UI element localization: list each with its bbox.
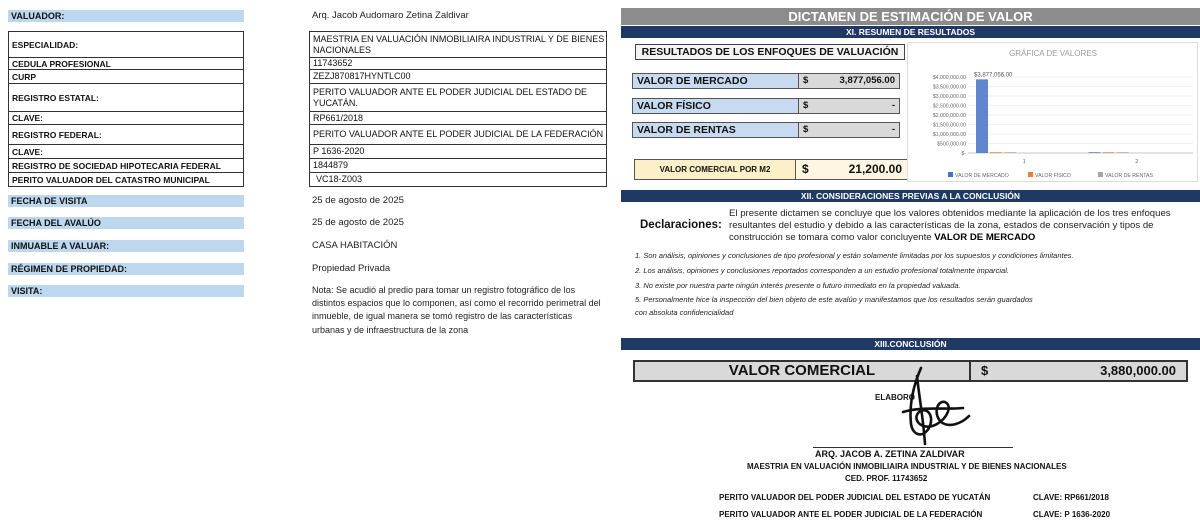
signature-image bbox=[883, 366, 973, 446]
fecha-visita-value: 25 de agosto de 2025 bbox=[312, 195, 404, 206]
valor-fisico-label: VALOR FÍSICO bbox=[637, 100, 711, 112]
signature-line bbox=[813, 447, 1013, 448]
elaboro-label: ELABORÓ bbox=[875, 393, 915, 402]
label-curp: CURP bbox=[9, 70, 243, 84]
signer-name: ARQ. JACOB A. ZETINA ZALDIVAR bbox=[815, 449, 965, 459]
valuador-label: VALUADOR: bbox=[8, 10, 244, 22]
chart-title: GRÁFICA DE VALORES bbox=[1009, 49, 1097, 58]
valuation-opinion-panel bbox=[621, 0, 1200, 531]
credentials-value-box bbox=[309, 31, 607, 187]
chart-y-tick-label: $1,000,000.00 bbox=[932, 132, 966, 138]
perito-federal: PERITO VALUADOR ANTE EL PODER JUDICIAL DE LA FEDERACIÓN bbox=[719, 510, 983, 519]
chart-gridlines bbox=[968, 77, 1193, 153]
declaraciones-bold: VALOR DE MERCADO bbox=[934, 232, 1036, 244]
section-xiii-header: XIII.CONCLUSIÓN bbox=[621, 338, 1200, 350]
list-item: 3. No existe por nuestra parte ningún interés presente o futuro inmediato en la propiedad valuada. bbox=[635, 281, 961, 290]
valor-rentas-sign: $ bbox=[803, 124, 809, 135]
valor-mercado-row bbox=[632, 73, 900, 89]
valor-fisico-amount: - bbox=[891, 100, 895, 111]
value-registro-estatal: PERITO VALUADOR ANTE EL PODER JUDICIAL DEL ESTADO DE YUCATÁN. bbox=[310, 84, 606, 112]
chart-data-label: $3,877,056.00 bbox=[974, 72, 1013, 79]
chart-legend-entry: VALOR FÍSICO bbox=[1035, 173, 1071, 179]
valor-rentas-label: VALOR DE RENTAS bbox=[637, 124, 736, 136]
chart-y-tick-label: $500,000.00 bbox=[937, 141, 966, 148]
value-shf: 1844879 bbox=[310, 159, 606, 173]
declaraciones-text bbox=[729, 208, 1199, 245]
valor-fisico-row bbox=[632, 98, 900, 114]
section-xi-header: XI. RESUMEN DE RESULTADOS bbox=[621, 26, 1200, 38]
label-clave-estatal: CLAVE: bbox=[9, 112, 243, 125]
section-xii-header: XII. CONSIDERACIONES PREVIAS A LA CONCLUSIÓN bbox=[621, 190, 1200, 202]
chart-y-ticks bbox=[933, 75, 966, 157]
chart-legend-swatch bbox=[1098, 172, 1103, 177]
chart-legend-entry: VALOR DE RENTAS bbox=[1105, 173, 1153, 179]
chart-y-tick-label: $1,500,000.00 bbox=[932, 122, 966, 129]
valor-mercado-label: VALOR DE MERCADO bbox=[637, 75, 748, 87]
credentials-label-box bbox=[8, 31, 244, 187]
chart-legend-swatch bbox=[948, 172, 953, 177]
chart-x-tick-label: 1 bbox=[1022, 159, 1026, 165]
results-title: RESULTADOS DE LOS ENFOQUES DE VALUACIÓN bbox=[635, 44, 905, 60]
list-item: con absoluta confidencialidad bbox=[635, 308, 734, 317]
value-clave-federal: P 1636-2020 bbox=[310, 145, 606, 159]
valor-rentas-amount: - bbox=[891, 124, 895, 135]
label-registro-estatal: REGISTRO ESTATAL: bbox=[9, 84, 243, 112]
visita-label: VISITA: bbox=[8, 285, 244, 297]
chart-y-tick-label: $2,000,000.00 bbox=[932, 113, 966, 119]
list-item: 2. Los análisis, opiniones y conclusiones reportados corresponden a un estudio profesional totalmente imparcial. bbox=[635, 266, 1009, 275]
declaraciones-body: El presente dictamen se concluye que los valores obtenidos mediante la aplicación de los tres enfoques resultantes del estudio y debido a las características de la zona, estados de conservación y tipos de construcción se tomara como valor concluyente bbox=[729, 208, 1171, 244]
list-item: 5. Personalmente hice la inspección del bien objeto de este avalúo y manifestamos que los resultados serán guardados bbox=[635, 295, 1033, 304]
chart-bar bbox=[1089, 152, 1101, 153]
page-title: DICTAMEN DE ESTIMACIÓN DE VALOR bbox=[621, 8, 1200, 25]
chart-y-tick-label: $4,000,000.00 bbox=[932, 75, 966, 81]
value-especialidad: MAESTRIA EN VALUACIÓN INMOBILIAIRA INDUSTRIAL Y DE BIENES NACIONALES bbox=[310, 32, 606, 58]
valuador-value: Arq. Jacob Audomaro Zetina Zaldivar bbox=[312, 10, 469, 21]
chart-bar bbox=[1004, 152, 1016, 153]
fecha-avaluo-label: FECHA DEL AVALÚO bbox=[8, 217, 244, 229]
valor-comercial-amount: 3,880,000.00 bbox=[1100, 363, 1176, 378]
chart-bar bbox=[990, 152, 1002, 153]
value-clave-estatal: RP661/2018 bbox=[310, 112, 606, 125]
perito-federal-clave: CLAVE: P 1636-2020 bbox=[1033, 510, 1111, 519]
chart-bar bbox=[1117, 152, 1129, 153]
chart-legend-swatch bbox=[1028, 172, 1033, 177]
valor-mercado-sign: $ bbox=[803, 75, 809, 86]
chart-bar bbox=[1103, 152, 1115, 153]
valor-rentas-row bbox=[632, 122, 900, 138]
chart-y-tick-label: $- bbox=[961, 151, 966, 157]
valor-fisico-sign: $ bbox=[803, 100, 809, 111]
chart-y-tick-label: $3,500,000.00 bbox=[932, 84, 966, 91]
value-cedula: 11743652 bbox=[310, 58, 606, 70]
regimen-label: RÉGIMEN DE PROPIEDAD: bbox=[8, 263, 244, 275]
regimen-value: Propiedad Privada bbox=[312, 263, 391, 274]
value-registro-federal: PERITO VALUADOR ANTE EL PODER JUDICIAL DE LA FEDERACIÓN bbox=[310, 125, 606, 145]
fecha-visita-label: FECHA DE VISITA bbox=[8, 195, 244, 207]
valor-m2-label: VALOR COMERCIAL POR M2 bbox=[635, 160, 795, 179]
valor-mercado-amount: 3,877,056.00 bbox=[839, 75, 895, 86]
label-cedula: CEDULA PROFESIONAL bbox=[9, 58, 243, 70]
value-curp: ZEZJ870817HYNTLC00 bbox=[310, 70, 606, 84]
value-catastro: VC18-Z003 bbox=[316, 174, 363, 184]
perito-estado-clave: CLAVE: RP661/2018 bbox=[1033, 493, 1109, 502]
chart-bar bbox=[976, 79, 988, 153]
declaraciones-label: Declaraciones: bbox=[640, 219, 722, 231]
chart-x-ticks bbox=[1023, 159, 1139, 165]
chart-legend bbox=[948, 172, 1153, 179]
valor-m2-sign: $ bbox=[802, 162, 809, 176]
chart-bars bbox=[976, 79, 1129, 153]
perito-estado: PERITO VALUADOR DEL PODER JUDICIAL DEL ESTADO DE YUCATÁN bbox=[719, 493, 991, 502]
chart-y-tick-label: $3,000,000.00 bbox=[932, 94, 966, 100]
valor-comercial-sign: $ bbox=[981, 363, 989, 378]
label-shf: REGISTRO DE SOCIEDAD HIPOTECARIA FEDERAL bbox=[9, 159, 243, 173]
signer-cedula: CED. PROF. 11743652 bbox=[845, 474, 928, 483]
signer-degree: MAESTRIA EN VALUACIÓN INMOBILIAIRA INDUSTRIAL Y DE BIENES NACIONALES bbox=[747, 462, 1067, 471]
chart-y-tick-label: $2,500,000.00 bbox=[932, 103, 966, 110]
label-clave-federal: CLAVE: bbox=[9, 145, 243, 159]
values-chart-svg bbox=[908, 43, 1199, 183]
label-especialidad: ESPECIALIDAD: bbox=[9, 32, 243, 58]
chart-legend-entry: VALOR DE MERCADO bbox=[955, 173, 1009, 179]
inmueble-value: CASA HABITACIÓN bbox=[312, 240, 398, 251]
values-chart bbox=[907, 42, 1198, 182]
fecha-avaluo-value: 25 de agosto de 2025 bbox=[312, 217, 404, 228]
chart-x-tick-label: 2 bbox=[1135, 159, 1139, 165]
valor-comercial-label: VALOR COMERCIAL bbox=[728, 362, 876, 379]
inmueble-label: INMUABLE A VALUAR: bbox=[8, 240, 244, 252]
valor-m2-amount: 21,200.00 bbox=[848, 162, 902, 176]
list-item: 1. Son análisis, opiniones y conclusiones de tipo profesional y están solamente limitadas por los supuestos y condiciones limitantes. bbox=[635, 251, 1074, 260]
label-catastro: PERITO VALUADOR DEL CATASTRO MUNICIPAL bbox=[12, 174, 210, 185]
visita-note: Nota: Se acudió al predio para tomar un registro fotográfico de los distintos espacios que lo componen, así como el recorrido perimetral del inmueble, de igual manera se tomó registro de las características urbanas y de infraestructura de la zona bbox=[312, 285, 601, 335]
valor-m2-row bbox=[634, 159, 909, 180]
label-registro-federal: REGISTRO FEDERAL: bbox=[9, 125, 243, 145]
